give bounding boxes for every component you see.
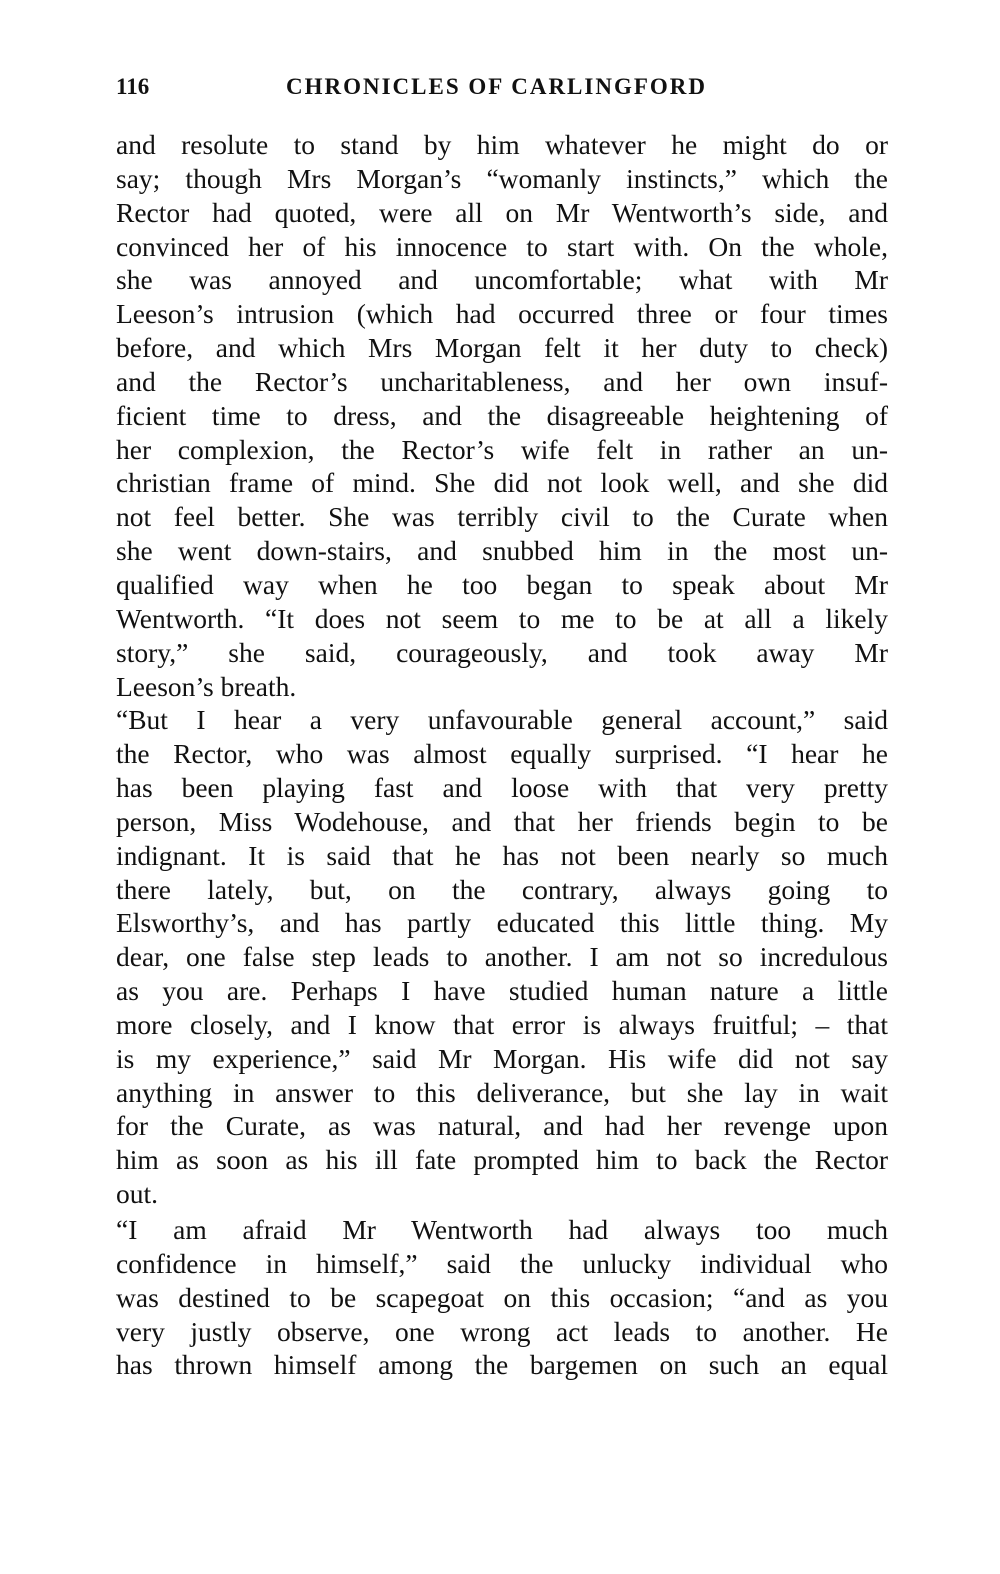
text-line: has been playing fast and loose with that very pretty [116, 772, 888, 804]
text-line: Leeson’s breath. [116, 670, 297, 702]
text-line: Leeson’s intrusion (which had occurred three or four times [116, 298, 888, 330]
text-line: the Rector, who was almost equally surprised. “I hear he [116, 738, 888, 770]
text-line: there lately, but, on the contrary, always going to [116, 873, 888, 905]
text-line: as you are. Perhaps I have studied human nature a little [116, 975, 888, 1007]
body-text [116, 128, 888, 1382]
text-line: she went down-stairs, and snubbed him in the most un- [116, 535, 888, 567]
paragraph [116, 128, 888, 703]
text-line: before, and which Mrs Morgan felt it her duty to check) [116, 332, 888, 364]
text-line: story,” she said, courageously, and took away Mr [116, 636, 888, 668]
text-line: indignant. It is said that he has not been nearly so much [116, 839, 888, 871]
text-line: person, Miss Wodehouse, and that her friends begin to be [116, 805, 888, 837]
text-line: confidence in himself,” said the unlucky individual who [116, 1247, 888, 1279]
text-line: for the Curate, as was natural, and had her revenge upon [116, 1110, 888, 1142]
text-line: qualified way when he too began to speak about Mr [116, 568, 888, 600]
text-line: Rector had quoted, were all on Mr Wentworth’s side, and [116, 196, 888, 228]
text-line: has thrown himself among the bargemen on such an equal [116, 1349, 888, 1381]
text-line: was destined to be scapegoat on this occasion; “and as you [116, 1281, 888, 1313]
text-line: him as soon as his ill fate prompted him to back the Rector [116, 1144, 888, 1176]
text-line: and resolute to stand by him whatever he might do or [116, 129, 888, 160]
text-line: out. [116, 1178, 159, 1210]
text-line: anything in answer to this deliverance, but she lay in wait [116, 1076, 888, 1108]
text-line: ficient time to dress, and the disagreeable heightening of [116, 399, 888, 431]
text-line: not feel better. She was terribly civil to the Curate when [116, 501, 888, 533]
paragraph [116, 703, 888, 1211]
text-line: and the Rector’s uncharitableness, and her own insuf- [116, 365, 888, 397]
book-page [116, 70, 888, 1382]
book-title: CHRONICLES OF CARLINGFORD [286, 74, 708, 99]
running-head [116, 70, 888, 110]
text-line: christian frame of mind. She did not look well, and she did [116, 467, 888, 499]
text-line: is my experience,” said Mr Morgan. His wife did not say [116, 1042, 888, 1074]
text-line: very justly observe, one wrong act leads to another. He [116, 1315, 888, 1347]
page-number: 116 [116, 74, 150, 99]
text-line: convinced her of his innocence to start with. On the whole, [116, 230, 888, 262]
text-line: more closely, and I know that error is always fruitful; – that [116, 1008, 888, 1040]
text-line: Elsworthy’s, and has partly educated this little thing. My [116, 907, 888, 939]
text-line: dear, one false step leads to another. I am not so incredulous [116, 941, 888, 973]
text-line: her complexion, the Rector’s wife felt in rather an un- [116, 433, 888, 465]
text-line: she was annoyed and uncomfortable; what with Mr [116, 264, 888, 296]
text-line: “But I hear a very unfavourable general account,” said [116, 704, 888, 736]
text-line: Wentworth. “It does not seem to me to be at all a likely [116, 602, 888, 634]
paragraph [116, 1213, 888, 1382]
text-line: say; though Mrs Morgan’s “womanly instincts,” which the [116, 162, 888, 194]
text-line: “I am afraid Mr Wentworth had always too much [116, 1214, 888, 1245]
